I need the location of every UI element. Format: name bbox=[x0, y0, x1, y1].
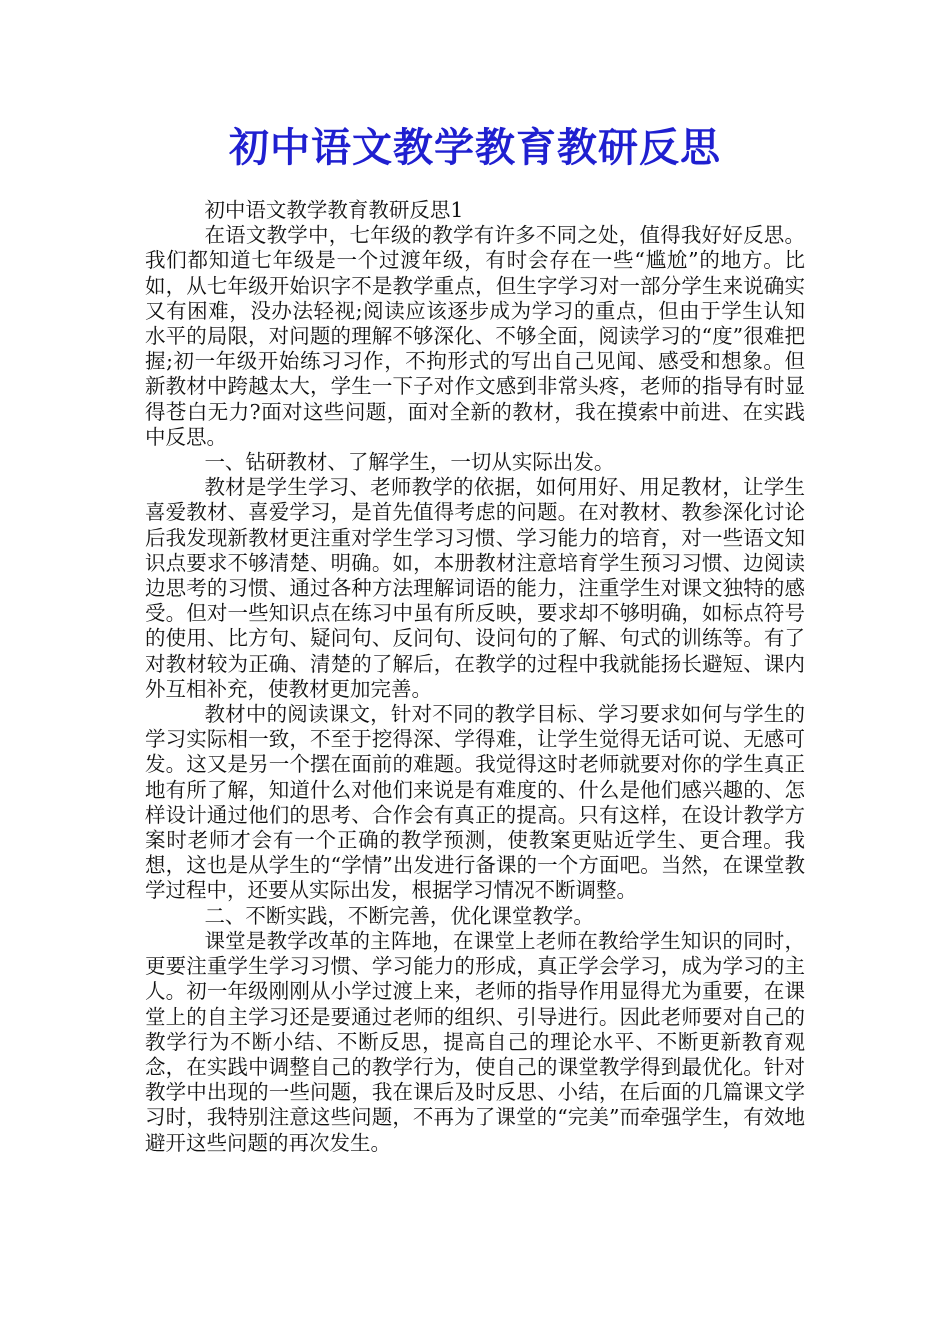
section-subtitle: 初中语文教学教育教研反思1 bbox=[204, 198, 464, 222]
document-body bbox=[145, 198, 805, 1156]
paragraph: 课堂是教学改革的主阵地，在课堂上老师在教给学生知识的同时，更要注重学生学习习惯、学习能力的形成，真正学会学习，成为学习的主人。初一年级刚刚从小学过渡上来，老师的指导作用显得尤为重要，在课堂上的自主学习还是要通过老师的组织、引导进行。因此老师要对自己的教学行为不断小结、不断反思，提高自己的理论水平、不断更新教育观念，在实践中调整自己的教学行为，使自己的课堂教学得到最优化。针对教学中出现的一些问题，我在课后及时反思、小结，在后面的几篇课文学习时，我特别注意这些问题，不再为了课堂的“完美”而牵强学生，有效地避开这些问题的再次发生。 bbox=[145, 928, 805, 1155]
page-title: 初中语文教学教育教研反思 bbox=[229, 124, 721, 171]
section-heading: 二、不断实践，不断完善，优化课堂教学。 bbox=[204, 903, 594, 928]
paragraph: 教材是学生学习、老师教学的依据，如何用好、用足教材，让学生喜爱教材、喜爱学习，是首先值得考虑的问题。在对教材、教参深化讨论后我发现新教材更注重对学生学习习惯、学习能力的培育，对一些语文知识点要求不够清楚、明确。如，本册教材注意培育学生预习习惯、边阅读边思考的习惯、通过各种方法理解词语的能力，注重学生对课文独特的感受。但对一些知识点在练习中虽有所反映，要求却不够明确，如标点符号的使用、比方句、疑问句、反问句、设问句的了解、句式的训练等。有了对教材较为正确、清楚的了解后，在教学的过程中我就能扬长避短、课内外互相补充，使教材更加完善。 bbox=[145, 475, 805, 701]
section-heading: 一、钻研教材、了解学生，一切从实际出发。 bbox=[204, 450, 615, 475]
paragraph: 教材中的阅读课文，针对不同的教学目标、学习要求如何与学生的学习实际相一致，不至于挖得深、学得难，让学生觉得无话可说、无感可发。这又是另一个摆在面前的难题。我觉得这时老师就要对你的学生真正地有所了解，知道什么对他们来说是有难度的、什么是他们感兴趣的、怎样设计通过他们的思考、合作会有真正的提高。只有这样，在设计教学方案时老师才会有一个正确的教学预测，使教案更贴近学生、更合理。我想，这也是从学生的“学情”出发进行备课的一个方面吧。当然，在课堂教学过程中，还要从实际出发，根据学习情况不断调整。 bbox=[145, 702, 805, 903]
paragraph: 在语文教学中，七年级的教学有许多不同之处，值得我好好反思。我们都知道七年级是一个过渡年级，有时会存在一些“尴尬”的地方。比如，从七年级开始识字不是教学重点，但生字学习对一部分学生来说确实又有困难，没办法轻视;阅读应该逐步成为学习的重点，但由于学生认知水平的局限，对问题的理解不够深化、不够全面，阅读学习的“度”很难把握;初一年级开始练习习作，不拘形式的写出自己见闻、感受和想象。但新教材中跨越太大，学生一下子对作文感到非常头疼，老师的指导有时显得苍白无力?面对这些问题，面对全新的教材，我在摸索中前进、在实践中反思。 bbox=[145, 223, 805, 449]
